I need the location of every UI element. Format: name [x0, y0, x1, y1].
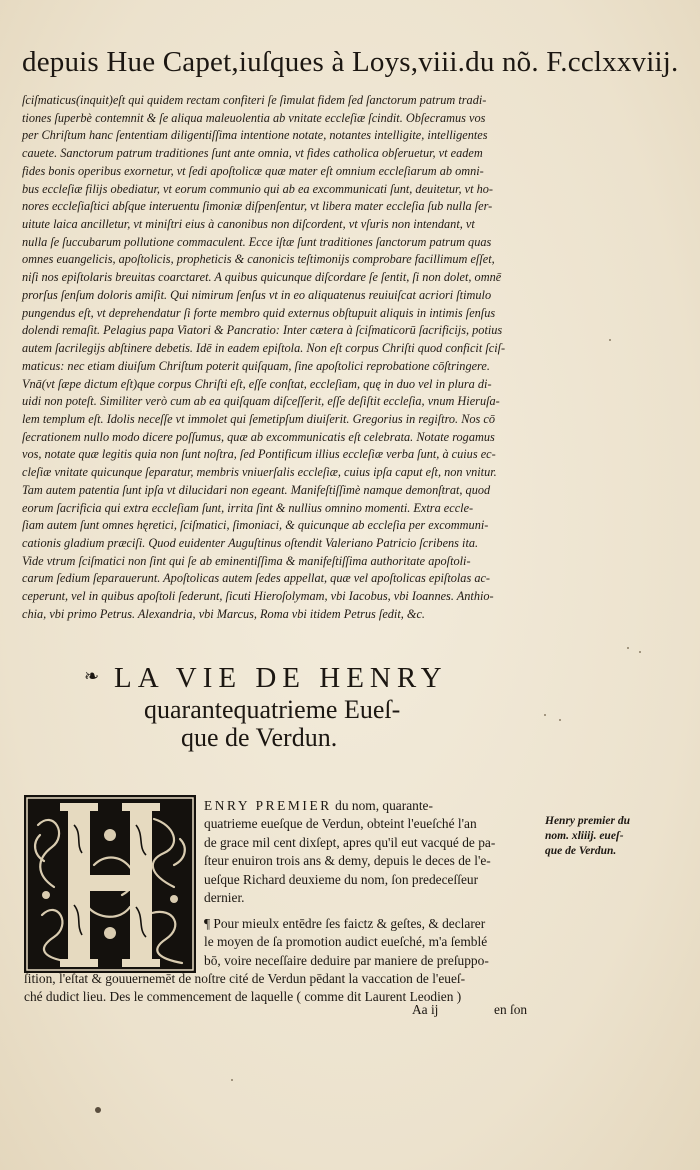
text-line: ſciſmaticus(inquit)eſt qui quidem rectam confiteri ſe ſimulat fidem ſed ſanctorum patrum tradi-: [22, 93, 487, 107]
text-line: ché dudict lieu. Des le commencement de laquelle ( comme dit Laurent Leodien ): [24, 989, 462, 1005]
text-line: ¶ Pour mieulx entēdre ſes faictz & geſtes, & declarer: [204, 916, 486, 931]
text-line: autem ſacrilegijs abſtinere debetis. Idē in eadem epiſtola. Non eſt corpus Chriſti quod conficit ſciſ-: [22, 341, 506, 356]
text-line: dernier.: [204, 890, 245, 906]
text-line: tiones ſuperbè contemnit & ſe aliqua maleuolentia ab vnitate eccleſiæ ſcindit. Obſecramus vos: [22, 110, 486, 125]
title-line-1: [84, 662, 584, 695]
text-line: Vnā(vt ſæpe dictum eſt)que corpus Chriſti eſt, eſſe conſtat, eccleſiam, quę in duo vel in plura di-: [22, 376, 492, 391]
running-head: depuis Hue Capet,iuſques à Loys,viii.du nõ. F.cclxxviij.: [22, 46, 679, 78]
text-line: ſteur enuiron trois ans & demy, depuis le deces de l'e-: [204, 853, 491, 869]
text-line: bus eccleſiæ filijs obediatur, vt eorum communio qui ab ea excommunicati ſunt, deuitetur, vt ho-: [22, 181, 493, 196]
text-line: lem templum eſt. Idolis neceſſe vt immolet qui ſemetipſum diuiſerit. Gregorius in regiſtro. Nos cō: [22, 411, 496, 426]
decorated-initial: [24, 795, 196, 973]
text-line: ſiam autem ſunt omnes hęretici, ſciſmatici, ſimoniaci, & quicunque ab eccleſia per excommuni-: [22, 518, 489, 533]
text-line: quatrieme eueſque de Verdun, obteint l'eueſché l'an: [204, 816, 477, 832]
fleuron-icon: ❧: [84, 666, 100, 686]
text-line: [204, 797, 538, 815]
text-line: ſecrationem nullo modo dicere poſſumus, quæ ab excommunicatis eſt celebrata. Notate rogamus: [22, 429, 495, 444]
text-line: uidi non poteſt. Similiter verò cum ab ea quiſquam diſceſſerit, eſſe deſiſtit eccleſia, vnum Hieruſa-: [22, 394, 500, 409]
text-line: ceperunt, vel in quibus apoſtoli ſederunt, ſicuti Hieroſolymam, vbi Iacobus, vbi Ioannes. Anthio-: [22, 589, 494, 604]
text-line: per Chriſtum hanc ſententiam diligentiſſima intentione notate, notantes intelligite, intelligentes: [22, 128, 488, 143]
latin-quotation: [22, 92, 642, 624]
text-line: ueſque Richard deuxieme du nom, ſon predeceſſeur: [204, 871, 479, 887]
text-line: Tam autem patentia ſunt ipſa vt dilucidari non egeant. Manifeſtiſſimè namque demonſtrat, quod: [22, 482, 491, 497]
paragraph-2-continued: [24, 970, 538, 1007]
text-line: cleſiæ vnitate quicunque ſeparatur, membris vniuerſalis eccleſiæ, cuius ipſa caput eſt, non vnitur.: [22, 465, 497, 480]
margin-note-line: que de Verdun.: [545, 845, 617, 857]
text-line: carum ſedium ſeparauerunt. Apoſtolicas autem ſedes appellat, quæ vel apoſtolicas epiſtolas ac-: [22, 571, 491, 586]
text-line: le moyen de ſa promotion audict eueſché, m'a ſemblé: [204, 934, 488, 950]
text-line: bō, voire neceſſaire deduire par maniere de preſuppo-: [204, 952, 489, 968]
lead-words: ENRY PREMIER: [204, 798, 332, 813]
margin-note-line: nom. xliiij. eueſ-: [545, 830, 624, 842]
title-text: LA VIE DE HENRY: [114, 662, 448, 694]
text-line: vos, notate quæ legitis quia non ſunt noſtra, ſed Pontificum illius eccleſiæ verba ſunt, à cuius ec-: [22, 447, 496, 462]
text-line: maticus: nec etiam diuiſum Chriſtum poterit quiſquam, ſine apoſtolici reprobatione cōſtringere.: [22, 358, 490, 373]
lead-rest: du nom, quarante-: [331, 798, 433, 813]
text-line: nulla ſe ſuccubarum pollutione commaculent. Ecce iſtæ ſunt traditiones ſanctorum patrum quas: [22, 234, 492, 249]
margin-note-line: Henry premier du: [545, 815, 630, 827]
title-line-3: que de Verdun.: [181, 723, 338, 752]
text-line: prorſus ſenſum doloris amiſit. Qui nimirum ſenſus vt in eo aliquatenus reuiuiſcat acriori ſtimulo: [22, 287, 492, 302]
catchword: en ſon: [494, 1002, 528, 1017]
text-line: chia, vbi primo Petrus. Alexandria, vbi Marcus, Roma vbi itidem Petrus ſedit, &c.: [22, 606, 425, 621]
text-line: uitute laica ancilletur, vt miniſtri eius à canonibus non diſcordent, vt vſuris non intendant, vt: [22, 217, 475, 232]
text-line: ſition, l'eſtat & gouuernemēt de noſtre cité de Verdun pēdant la vaccation de l'eueſ-: [24, 971, 466, 986]
text-line: omnes euangelicis, apoſtolicis, propheticis & canonicis teſtimonijs comprobare facillimum eſſet,: [22, 252, 495, 267]
paragraph-1: [204, 797, 538, 907]
text-line: pungendus eſt, vt deprehendatur ſi forte membro quid externus obſtupuit aliquis in intimis ſenſus: [22, 305, 496, 320]
text-line: fides bonis operibus exornetur, vt ſedi apoſtolicæ quæ mater eſt omnium eccleſiarum ab omni-: [22, 163, 484, 178]
text-line: dolendi remaſit. Pelagius papa Viatori & Pancratio: Inter cætera à ſciſmaticorū ſacrificijs, potius: [22, 323, 503, 338]
text-line: niſi nos epiſtolaris breuitas coarctaret. A quibus quicunque diſcordare ſe ſentit, ſi non dolet, omnē: [22, 270, 502, 285]
paragraph-2-start: [204, 915, 538, 970]
text-line: de grace mil cent dixſept, apres qu'il eut vacqué de pa-: [204, 834, 496, 850]
title-line-2: quarantequatrieme Eueſ-: [144, 695, 401, 724]
text-line: cationis gladium præciſi. Quod euidenter Auguſtinus oſtendit Valeriano Patricio ſcribens ita.: [22, 535, 479, 550]
text-line: nores eccleſiaſtici abſque interuentu ſimoniæ diſpenſentur, vt libera mater eccleſia ſub nulla ſer-: [22, 199, 493, 214]
margin-note: [545, 814, 685, 859]
text-line: Vide vtrum ſciſmatici non ſint qui ſe ab eminentiſſima & manifeſtiſſima authoritate apoſtoli-: [22, 553, 471, 568]
signature-mark: Aa ij: [412, 1002, 439, 1017]
text-line: eorum ſacrificia qui extra eccleſiam ſunt, irrita ſint & nullius omnino momenti. Extra eccle-: [22, 500, 474, 515]
text-line: cauete. Sanctorum patrum traditiones ſunt ante omnia, vt fides catholica obſeruetur, vt eadem: [22, 146, 483, 161]
chapter-title: [84, 662, 584, 753]
initial-h-icon: [24, 795, 196, 973]
